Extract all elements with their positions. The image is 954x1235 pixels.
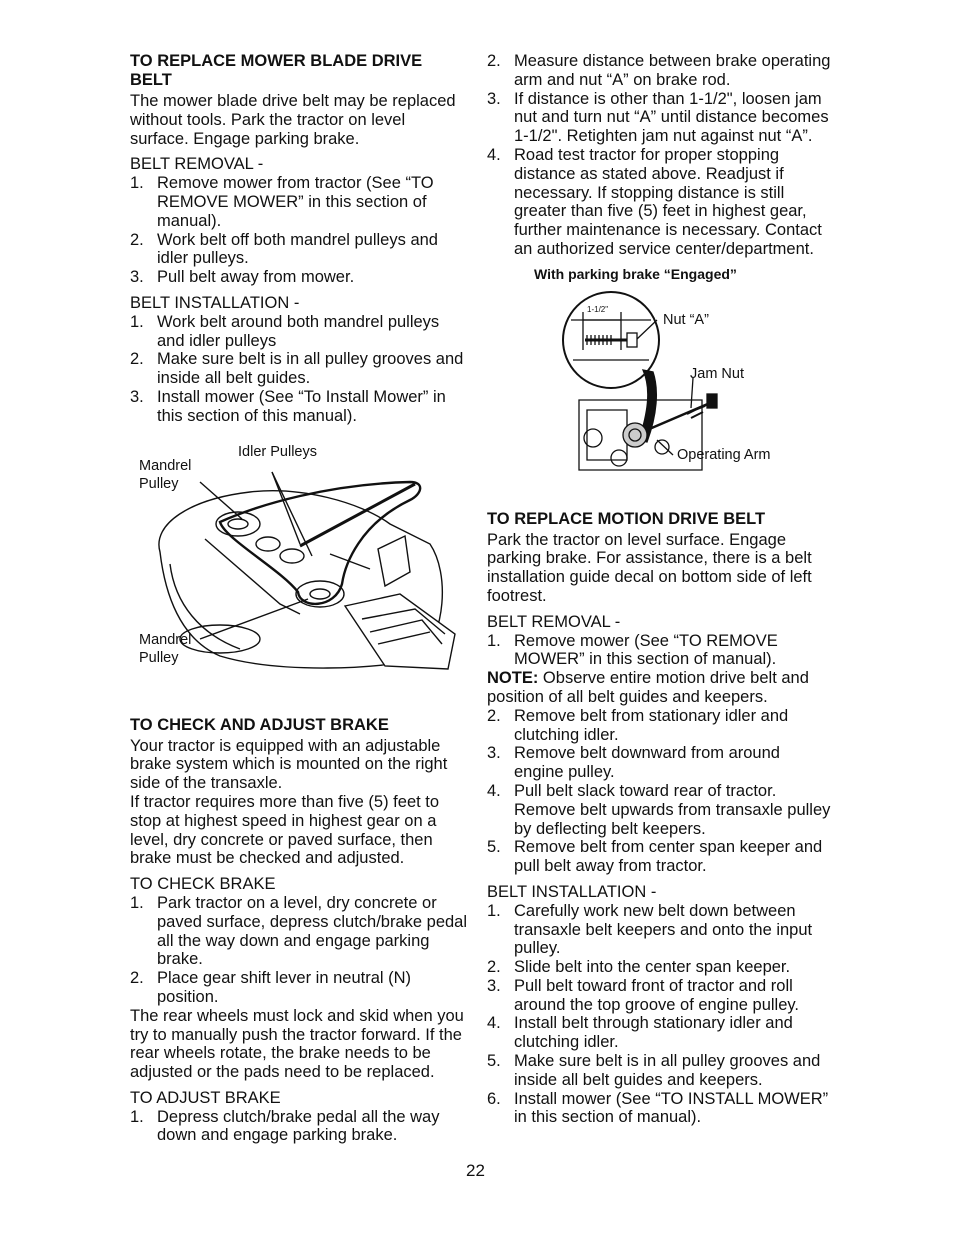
motion-belt-removal-heading: BELT REMOVAL - — [487, 612, 621, 631]
check-brake-heading: TO CHECK BRAKE — [130, 875, 276, 894]
note-label: NOTE: — [487, 669, 539, 688]
mower-deck-illustration — [130, 444, 468, 716]
list-item: 2. Place gear shift lever in neutral (N) position. — [130, 969, 412, 1006]
note-text: Observe entire motion drive belt and position of all belt guides and keepers. — [487, 669, 809, 706]
blade-belt-intro: The mower blade drive belt may be replaced without tools. Park the tractor on level surface. Engage parking brake. — [130, 92, 456, 148]
adjust-brake-heading: TO ADJUST BRAKE — [130, 1088, 281, 1107]
mandrel-pulley-bottom-label-line1: Mandrel — [139, 631, 192, 648]
blade-belt-removal-heading: BELT REMOVAL - — [130, 155, 264, 174]
mandrel-pulley-top-label-line2: Pulley — [139, 475, 179, 492]
list-item: 5. Make sure belt is in all pulley grooves and inside all belt guides and keepers. — [487, 1052, 821, 1089]
jam-nut-label: Jam Nut — [690, 365, 744, 382]
list-item: 2. Measure distance between brake operating arm and nut “A” on brake rod. — [487, 52, 831, 89]
blade-belt-install-heading: BELT INSTALLATION - — [130, 293, 300, 312]
motion-belt-title: TO REPLACE MOTION DRIVE BELT — [487, 509, 766, 528]
motion-belt-install-heading: BELT INSTALLATION - — [487, 882, 657, 901]
motion-belt-removal-list-rest — [487, 707, 832, 876]
list-item: 2. Slide belt into the center span keeper. — [487, 958, 791, 977]
motion-belt-install-list — [487, 902, 832, 1128]
adjust-brake-list-right — [487, 52, 832, 259]
idler-pulleys-label: Idler Pulleys — [238, 443, 317, 460]
blade-belt-title: TO REPLACE MOWER BLADE DRIVE BELT — [130, 52, 423, 89]
list-item: 5. Remove belt from center span keeper and pull belt away from tractor. — [487, 838, 823, 876]
mandrel-pulley-bottom-label-line2: Pulley — [139, 649, 179, 666]
brake-figure-caption: With parking brake “Engaged” — [534, 265, 737, 282]
brake-illustration — [487, 290, 832, 490]
brake-figure — [487, 290, 832, 490]
list-item: 2. Work belt off both mandrel pulleys and idler pulleys. — [130, 230, 438, 268]
operating-arm-label: Operating Arm — [677, 446, 771, 463]
brake-title: TO CHECK AND ADJUST BRAKE — [130, 715, 389, 734]
list-item: 3. Pull belt away from mower. — [130, 268, 355, 287]
measurement-label: 1-1/2" — [587, 304, 609, 314]
motion-belt-removal-list — [487, 632, 832, 670]
page-number: 22 — [466, 1161, 485, 1180]
list-item: 3. If distance is other than 1-1/2", loosen jam nut and turn nut “A” until distance becomes 1-1/2". Retighten jam nut against nut “A”. — [487, 89, 829, 146]
list-item: 1. Park tractor on a level, dry concrete or paved surface, depress clutch/brake pedal all the way down and engage parking brake. — [130, 893, 468, 969]
blade-belt-removal-list — [130, 174, 468, 287]
motion-belt-intro: Park the tractor on level surface. Engage parking brake. For assistance, there is a belt installation guide decal on bottom side of left footrest. — [487, 530, 812, 605]
brake-intro-2: If tractor requires more than five (5) feet to stop at highest speed in highest gear on a level, dry concrete or paved surface, then brake must be checked and adjusted. — [130, 792, 440, 868]
blade-belt-install-list — [130, 313, 468, 426]
list-item: 4. Pull belt slack toward rear of tractor. Remove belt upwards from transaxle pulley by deflecting belt keepers. — [487, 781, 831, 838]
list-item: 4. Road test tractor for proper stopping distance as stated above. Readjust if necessary. If stopping distance is still greater than five (5) feet in highest gear, further maintenance is necessary. Contact an authorized service center/department. — [487, 145, 822, 258]
check-brake-note: The rear wheels must lock and skid when you try to manually push the tractor forward. If the rear wheels rotate, the brake needs to be adjusted or the pads need to be replaced. — [130, 1006, 464, 1082]
list-item: 2. Remove belt from stationary idler and clutching idler. — [487, 706, 789, 744]
list-item: 1. Remove mower from tractor (See “TO REMOVE MOWER” in this section of manual). — [130, 174, 434, 230]
list-item: 3. Pull belt toward front of tractor and roll around the top groove of engine pulley. — [487, 976, 799, 1014]
nut-a-label: Nut “A” — [663, 311, 709, 328]
list-item: 1. Work belt around both mandrel pulleys and idler pulleys — [130, 312, 440, 350]
left-column — [130, 52, 468, 1145]
list-item: 3. Remove belt downward from around engine pulley. — [487, 744, 780, 782]
mandrel-pulley-top-label-line1: Mandrel — [139, 457, 192, 474]
right-column — [487, 52, 832, 1127]
list-item: 4. Install belt through stationary idler and clutching idler. — [487, 1014, 793, 1052]
list-item: 1. Depress clutch/brake pedal all the way down and engage parking brake. — [130, 1107, 440, 1145]
list-item: 3. Install mower (See “To Install Mower” in this section of this manual). — [130, 387, 446, 425]
mower-deck-figure — [130, 444, 468, 716]
list-item: 1. Remove mower (See “TO REMOVE MOWER” in this section of manual). — [487, 631, 778, 669]
list-item: 6. Install mower (See “TO INSTALL MOWER” in this section of manual). — [487, 1089, 829, 1127]
list-item: 2. Make sure belt is in all pulley grooves and inside all belt guides. — [130, 350, 464, 388]
adjust-brake-list-left — [130, 1108, 468, 1146]
list-item: 1. Carefully work new belt down between transaxle belt keepers and onto the input pulley. — [487, 901, 813, 958]
check-brake-list — [130, 894, 468, 1007]
brake-intro-1: Your tractor is equipped with an adjustable brake system which is mounted on the right side of the transaxle. — [130, 736, 448, 793]
motion-belt-note — [487, 669, 832, 707]
